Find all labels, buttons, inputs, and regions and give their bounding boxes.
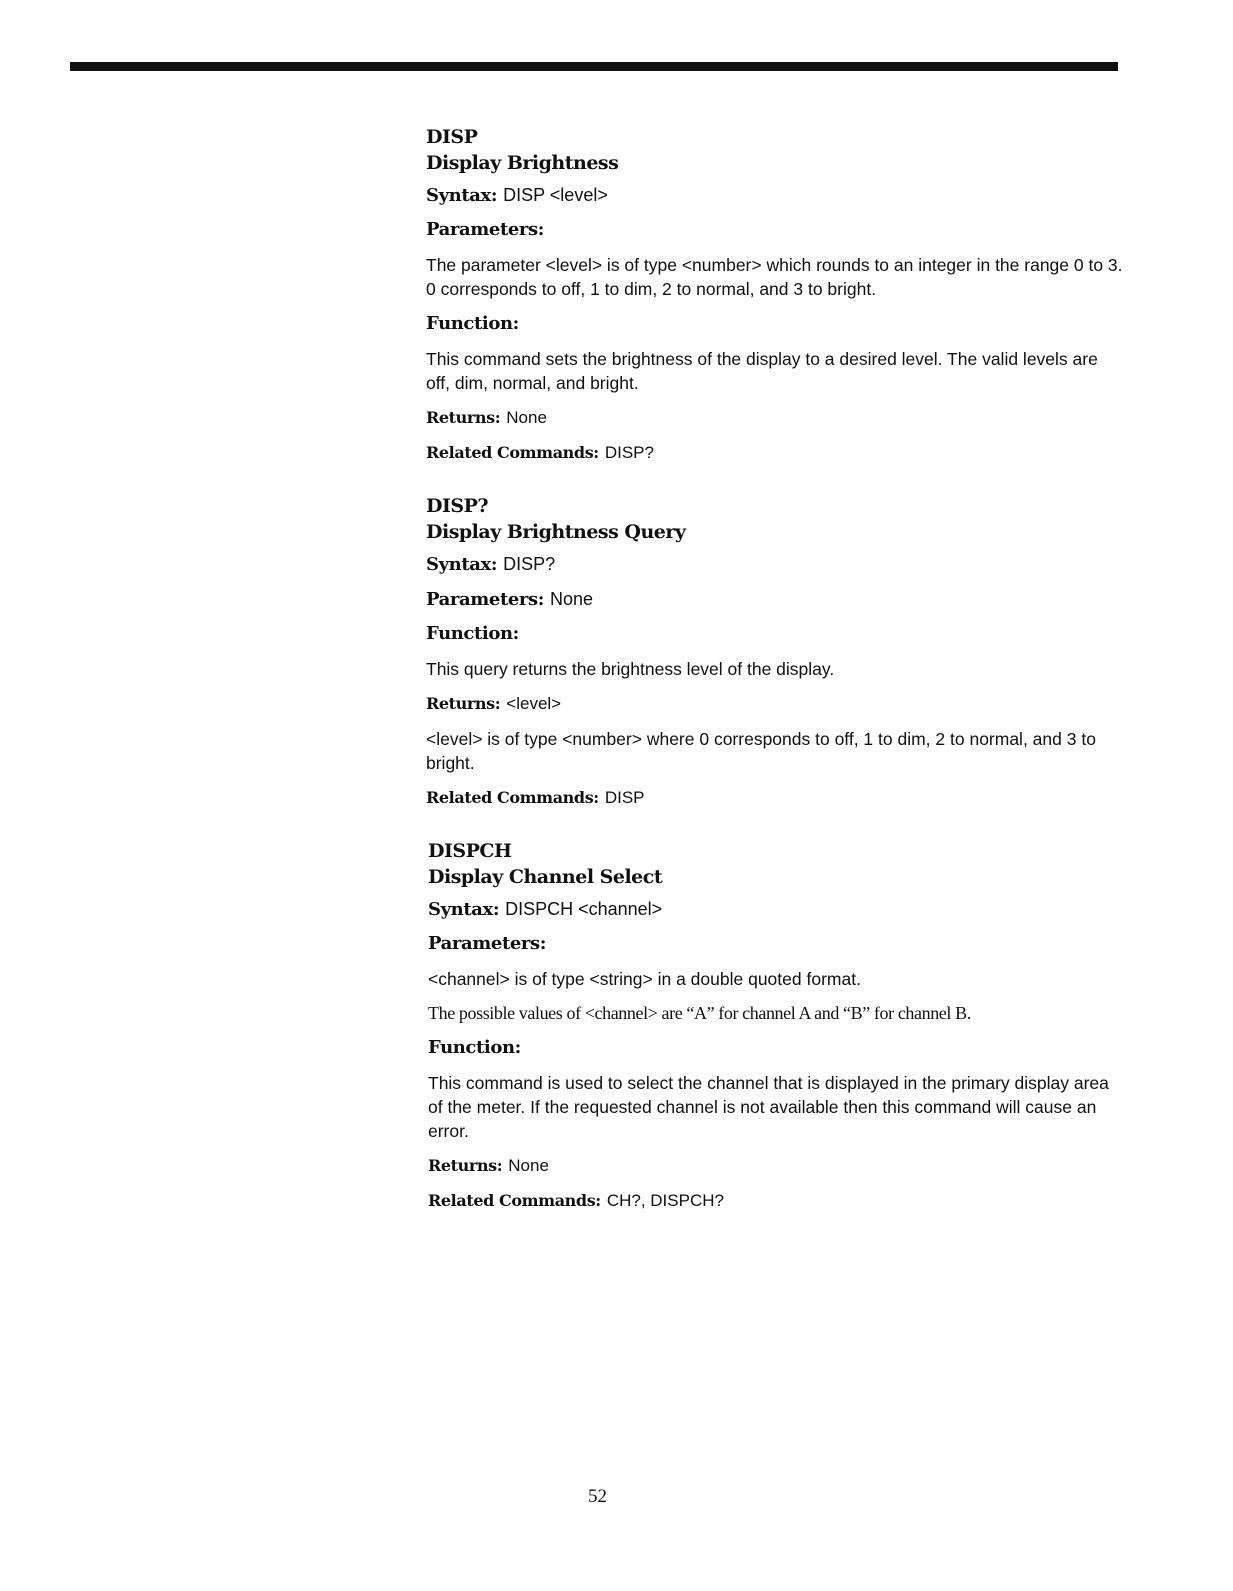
function-label: Function: xyxy=(426,623,519,644)
related-label: Related Commands: xyxy=(428,1191,601,1210)
command-title: Display Channel Select xyxy=(428,866,663,888)
syntax-label: Syntax: xyxy=(426,185,498,206)
function-line xyxy=(426,622,1126,646)
syntax-value: DISP? xyxy=(503,554,556,574)
function-line xyxy=(426,312,1126,336)
parameters-line xyxy=(426,218,1126,242)
related-value: CH?, DISPCH? xyxy=(606,1191,724,1210)
command-name: DISP xyxy=(426,126,478,148)
parameters-label: Parameters: xyxy=(428,933,546,954)
related-value: DISP xyxy=(604,788,645,807)
returns-value: None xyxy=(506,408,547,427)
command-name: DISP? xyxy=(426,495,489,517)
returns-value: <level> xyxy=(506,694,562,713)
syntax-line xyxy=(426,183,1126,208)
syntax-label: Syntax: xyxy=(428,899,500,920)
page-number: 52 xyxy=(588,1486,607,1507)
returns-text: <level> is of type <number> where 0 corresponds to off, 1 to dim, 2 to normal, and 3 to bright. xyxy=(426,729,1096,773)
returns-line xyxy=(426,692,1126,716)
returns-line xyxy=(426,406,1126,430)
returns-line xyxy=(428,1154,1128,1178)
parameters-text-2: The possible values of <channel> are “A” for channel A and “B” for channel B. xyxy=(428,1003,971,1023)
syntax-value: DISPCH <channel> xyxy=(505,899,663,919)
related-line xyxy=(428,1189,1128,1213)
function-text: This command sets the brightness of the display to a desired level. The valid levels are off, dim, normal, and bright. xyxy=(426,349,1098,393)
command-disp-query xyxy=(426,493,1126,810)
command-name: DISPCH xyxy=(428,840,512,862)
returns-value: None xyxy=(508,1156,549,1175)
parameters-label: Parameters: xyxy=(426,589,544,610)
parameters-label: Parameters: xyxy=(426,219,544,240)
returns-label: Returns: xyxy=(428,1156,503,1175)
function-text: This query returns the brightness level of the display. xyxy=(426,659,835,679)
syntax-label: Syntax: xyxy=(426,554,498,575)
related-value: DISP? xyxy=(604,443,654,462)
syntax-line xyxy=(428,897,1128,922)
syntax-value: DISP <level> xyxy=(503,185,608,205)
function-text: This command is used to select the channel that is displayed in the primary display area of the meter. If the requested channel is not available then this command will cause an error. xyxy=(428,1073,1109,1141)
parameters-text: The parameter <level> is of type <number> which rounds to an integer in the range 0 to 3. 0 corresponds to off, 1 to dim, 2 to normal, and 3 to bright. xyxy=(426,255,1123,299)
command-title: Display Brightness Query xyxy=(426,521,686,543)
top-rule xyxy=(70,62,1118,71)
command-title: Display Brightness xyxy=(426,152,619,174)
parameters-text: <channel> is of type <string> in a double quoted format. xyxy=(428,969,861,989)
command-disp xyxy=(426,124,1126,465)
command-dispch xyxy=(428,838,1128,1213)
related-label: Related Commands: xyxy=(426,443,599,462)
parameters-line xyxy=(426,587,1126,612)
function-line xyxy=(428,1036,1128,1060)
parameters-value: None xyxy=(550,589,594,609)
returns-label: Returns: xyxy=(426,408,501,427)
function-label: Function: xyxy=(428,1037,521,1058)
related-line xyxy=(426,441,1126,465)
parameters-line xyxy=(428,932,1128,956)
function-label: Function: xyxy=(426,313,519,334)
related-line xyxy=(426,786,1126,810)
returns-label: Returns: xyxy=(426,694,501,713)
related-label: Related Commands: xyxy=(426,788,599,807)
syntax-line xyxy=(426,552,1126,577)
